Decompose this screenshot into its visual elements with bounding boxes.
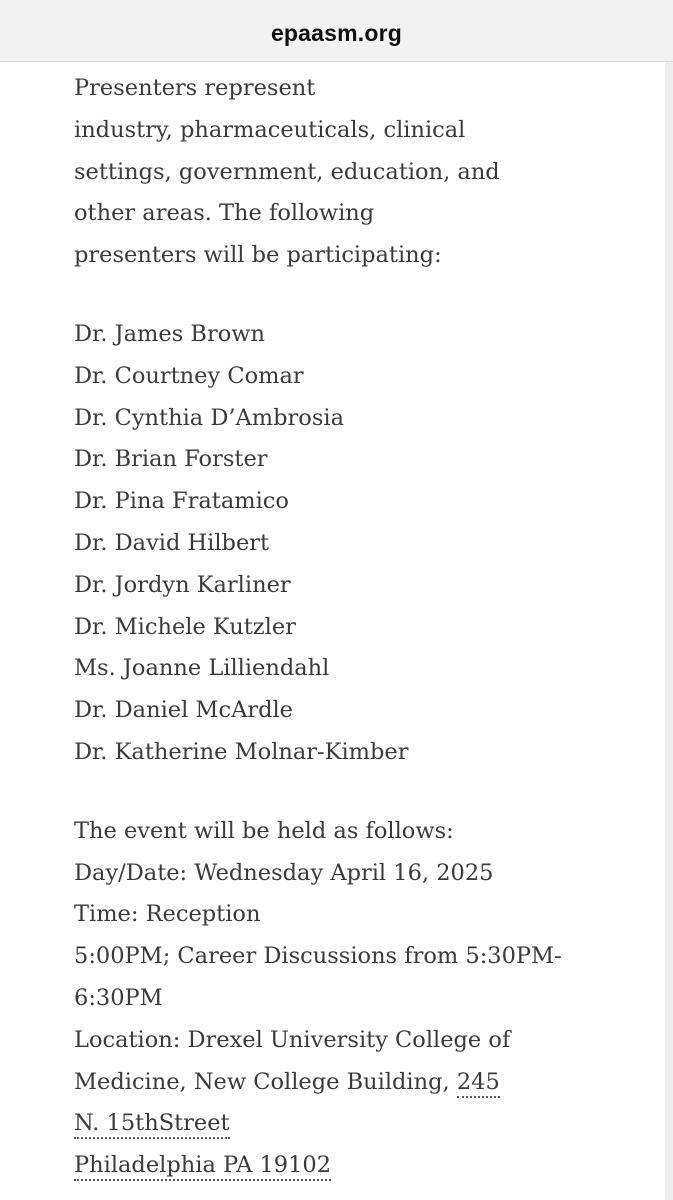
presenter-name: Ms. Joanne Lilliendahl xyxy=(74,655,330,682)
scrollbar[interactable] xyxy=(665,62,673,1200)
paragraph-spacer xyxy=(74,774,664,811)
address-link[interactable]: 245 xyxy=(457,1069,500,1098)
event-location xyxy=(74,1062,664,1104)
address-link[interactable]: N. 15thStreet xyxy=(74,1110,230,1139)
intro-line: settings, government, education, and xyxy=(74,158,500,185)
intro-line: other areas. The following xyxy=(74,200,375,227)
url-text[interactable]: epaasm.org xyxy=(270,20,403,46)
presenter-name: Dr. Brian Forster xyxy=(74,446,268,473)
presenter-name: Dr. Pina Fratamico xyxy=(74,488,289,515)
intro-line: industry, pharmaceuticals, clinical xyxy=(74,116,466,143)
intro-line: Presenters represent xyxy=(74,75,316,101)
address-line xyxy=(74,1145,664,1187)
address-link[interactable]: Philadelphia PA 19102 xyxy=(74,1152,331,1181)
presenter-name: Dr. Daniel McArdle xyxy=(74,697,293,724)
browser-address-bar[interactable] xyxy=(0,0,673,62)
presenter-name: Dr. Jordyn Karliner xyxy=(74,571,291,598)
presenter-name: Dr. James Brown xyxy=(74,320,265,347)
paragraph-spacer xyxy=(74,277,664,314)
address-line xyxy=(74,1103,664,1145)
intro-line: presenters will be participating: xyxy=(74,242,442,269)
event-time: 6:30PM xyxy=(74,984,163,1011)
event-time: 5:00PM; Career Discussions from 5:30PM- xyxy=(74,943,562,970)
presenter-name: Dr. David Hilbert xyxy=(74,529,270,556)
event-time: Time: Reception xyxy=(74,901,261,928)
event-heading: The event will be held as follows: xyxy=(74,817,454,844)
presenter-name: Dr. Michele Kutzler xyxy=(74,613,296,640)
presenter-name: Dr. Cynthia D’Ambrosia xyxy=(74,404,344,431)
event-date: Day/Date: Wednesday April 16, 2025 xyxy=(74,859,494,886)
location-text: Medicine, New College Building, xyxy=(74,1068,457,1095)
presenter-name: Dr. Courtney Comar xyxy=(74,362,304,389)
article-body xyxy=(74,68,664,1187)
presenter-name: Dr. Katherine Molnar-Kimber xyxy=(74,738,409,765)
event-location: Location: Drexel University College of xyxy=(74,1026,511,1053)
